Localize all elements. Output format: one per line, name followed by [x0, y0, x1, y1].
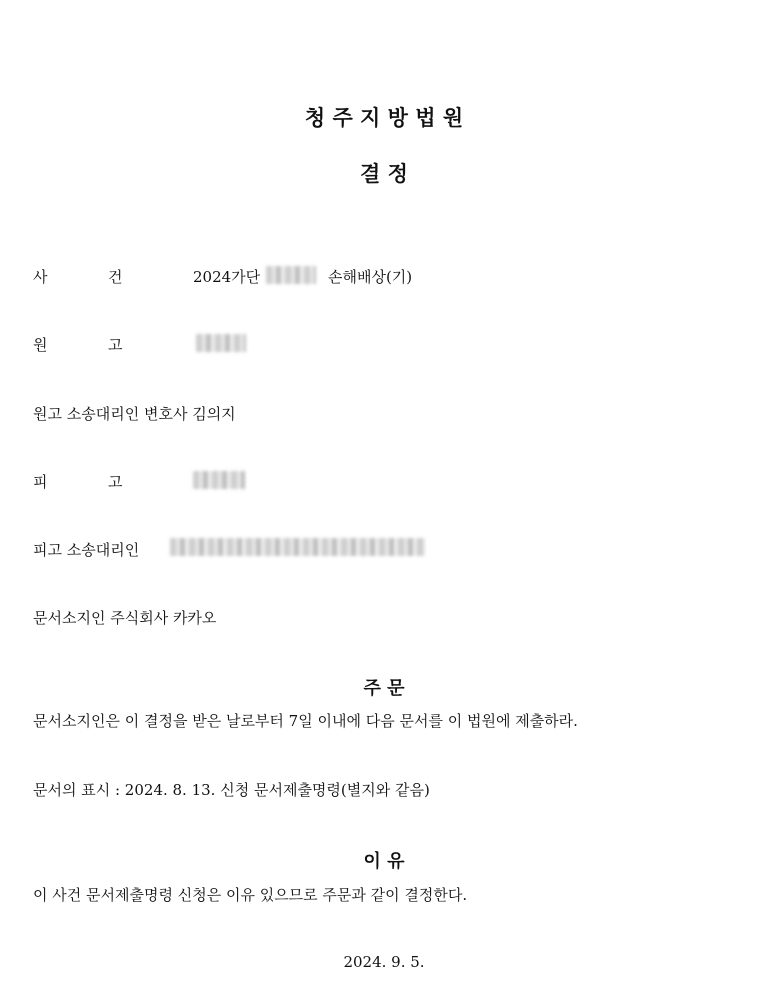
redacted-plaintiff-name: [196, 334, 246, 352]
case-label-char1: 사: [33, 268, 48, 286]
document-description: 문서의 표시 : 2024. 8. 13. 신청 문서제출명령(별지와 같음): [33, 781, 430, 799]
plaintiff-label-char2: 고: [108, 336, 123, 354]
order-text: 문서소지인은 이 결정을 받은 날로부터 7일 이내에 다음 문서를 이 법원에 제출하라.: [33, 712, 578, 730]
case-number-prefix: 2024가단: [193, 268, 261, 286]
decision-date: 2024. 9. 5.: [343, 953, 425, 971]
court-name: 청 주 지 방 법 원: [304, 106, 464, 130]
defendant-counsel-label: 피고 소송대리인: [33, 541, 140, 559]
reason-heading: 이 유: [363, 851, 405, 872]
case-label-char2: 건: [108, 268, 123, 286]
redacted-case-number: [266, 266, 316, 284]
reason-text: 이 사건 문서제출명령 신청은 이유 있으므로 주문과 같이 결정한다.: [33, 886, 468, 904]
document-holder: 문서소지인 주식회사 카카오: [33, 609, 217, 627]
defendant-label-char2: 고: [108, 473, 123, 491]
redacted-defendant-name: [193, 471, 245, 489]
defendant-label-char1: 피: [33, 473, 48, 491]
order-heading: 주 문: [363, 678, 405, 699]
case-type: 손해배상(기): [328, 268, 413, 286]
plaintiff-counsel: 원고 소송대리인 변호사 김의지: [33, 405, 236, 423]
redacted-defendant-counsel: [170, 538, 425, 556]
plaintiff-label-char1: 원: [33, 336, 48, 354]
document-title: 결 정: [360, 162, 408, 186]
